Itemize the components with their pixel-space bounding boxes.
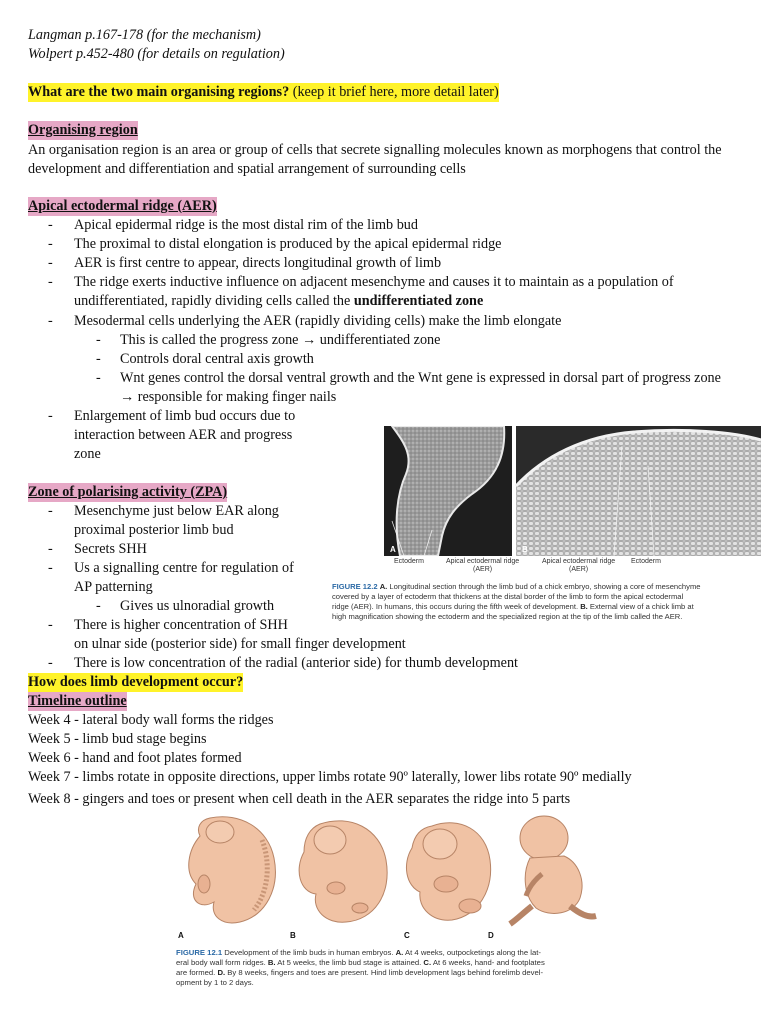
caption-text: At 5 weeks, the limb bud stage is attained. [275,958,424,967]
list-item: Enlargement of limb bud occurs due to [74,408,296,424]
label-ectoderm-b: Ectoderm [631,558,661,565]
list-item: There is higher concentration of SHH [74,617,288,633]
bullet-dash: - [48,617,53,633]
list-item-continued: AP patterning [74,579,153,595]
label-line: (AER) [473,566,493,573]
figure-12-1-caption [176,948,545,988]
paragraph-line: development and differentiation and spatial arrangement of surrounding cells [28,161,466,177]
panel-ref: B. [267,958,276,967]
list-item: Mesodermal cells underlying the AER (rapidly dividing cells) make the limb elongate [74,313,562,329]
sub-list-item: Controls doral central axis growth [120,351,314,367]
list-item: Apical epidermal ridge is the most distal rim of the limb bud [74,217,418,233]
caption-line [332,602,701,612]
embryo-a [189,817,276,923]
caption-line: covered by a layer of ectoderm that thickens at the distal border of the limb to form the apical ectodermal [332,592,684,601]
figure-12-1-embryos [170,810,610,938]
timeline-item: Week 7 - limbs rotate in opposite directions, upper limbs rotate 90º laterally, lower libs rotate 90º medially [28,769,632,785]
list-item-continued: proximal posterior limb bud [74,522,234,538]
caption-line [176,968,545,978]
sub-bullet-dash: - [96,332,101,348]
reference-langman: Langman p.167-178 (for the mechanism) [28,27,261,43]
caption-line: high magnification showing the ectoderm and the specialized region at the tip of the limb called the AER. [332,612,683,621]
list-item-continued [74,292,483,311]
sub-list-item-continued: → responsible for making finger nails [120,389,337,405]
caption-text: ridge (AER). In humans, this occurs during the fifth week of development. [332,602,581,611]
figure-12-2-micrographs [384,426,761,556]
caption-text: By 8 weeks, fingers and toes are present. Hind limb development lags behind forelimb devel- [225,968,544,977]
heading-zpa: Zone of polarising activity (ZPA) [28,484,228,500]
figure-12-2-caption [332,582,701,622]
figure-12-1 [170,810,610,938]
embryo-d [510,816,596,924]
list-item: The proximal to distal elongation is produced by the apical epidermal ridge [74,236,502,252]
figure-label: FIGURE 12.1 [176,948,223,957]
caption-text: External view of a chick limb at [587,602,694,611]
label-line: Apical ectodermal ridge [542,558,616,565]
panel-letter-b: B [522,545,528,554]
bullet-dash: - [48,560,53,576]
panel-letter-a: A [178,931,184,940]
panel-letter-c: C [404,931,410,940]
figure-label: FIGURE 12.2 [332,582,378,591]
list-item-continued: interaction between AER and progress [74,427,293,443]
list-item-continued: zone [74,446,101,462]
reference-wolpert: Wolpert p.452-480 (for details on regulation) [28,46,285,62]
panel-letter-d: D [488,931,494,940]
timeline-item: Week 6 - hand and foot plates formed [28,750,242,766]
caption-text: Longitudinal section through the limb bud of a chick embryo, showing a core of mesenchyme [387,582,701,591]
list-item: The ridge exerts inductive influence on adjacent mesenchyme and causes it to maintain as a population of [74,274,674,290]
text-run: undifferentiated, rapidly dividing cells called the [74,293,354,309]
caption-text: are formed. [176,968,218,977]
question-bold: What are the two main organising regions? [28,84,290,100]
timeline-item: Week 5 - limb bud stage begins [28,731,207,747]
caption-line [332,582,701,592]
caption-text: At 4 weeks, outpocketings along the lat- [403,948,541,957]
panel-letter-b: B [290,931,296,940]
panel-ref: B. [580,602,588,611]
panel-ref: A. [379,582,388,591]
bullet-dash: - [48,217,53,233]
label-line: Apical ectodermal ridge [446,558,520,565]
list-item: Mesenchyme just below EAR along [74,503,279,519]
sub-bullet-dash: - [96,351,101,367]
micrograph-panel-a [384,426,512,556]
question-note: (keep it brief here, more detail later) [289,84,499,100]
timeline-item: Week 4 - lateral body wall forms the ridges [28,712,274,728]
list-item: Secrets SHH [74,541,147,557]
sub-bullet-dash: - [96,598,101,614]
micrograph-panel-b [516,426,761,556]
caption-line: opment by 1 to 2 days. [176,978,254,987]
label-aer-b [542,558,615,574]
paragraph-line: An organisation region is an area or group of cells that secrete signalling molecules known as morphogens that control the [28,142,722,158]
bold-term: undifferentiated zone [353,293,484,309]
caption-line [176,958,545,968]
heading-timeline: Timeline outline [28,693,127,709]
sub-list-item: This is called the progress zone → undifferentiated zone [120,332,441,348]
sub-list-item: Wnt genes control the dorsal ventral growth and the Wnt gene is expressed in dorsal part of progress zone [120,370,721,386]
sub-bullet-dash: - [96,370,101,386]
caption-text: At 6 weeks, hand- and footplates [431,958,545,967]
embryo-b [299,821,387,922]
list-item-continued: on ulnar side (posterior side) for small finger development [74,636,406,652]
panel-ref: C. [423,958,432,967]
bullet-dash: - [48,236,53,252]
sub-list-item: Gives us ulnoradial growth [120,598,275,614]
caption-line [176,948,545,958]
bullet-dash: - [48,313,53,329]
caption-text: Development of the limb buds in human embryos. [222,948,396,957]
panel-ref: A. [395,948,404,957]
bullet-dash: - [48,408,53,424]
list-item: AER is first centre to appear, directs longitudinal growth of limb [74,255,442,271]
list-item: Us a signalling centre for regulation of [74,560,294,576]
embryo-c [406,823,490,920]
question-organising-regions [28,83,499,102]
heading-aer: Apical ectodermal ridge (AER) [28,198,217,214]
list-item: There is low concentration of the radial (anterior side) for thumb development [74,655,518,671]
panel-ref: D. [217,968,226,977]
bullet-dash: - [48,274,53,290]
panel-letter-a: A [390,545,396,554]
bullet-dash: - [48,255,53,271]
label-aer-a [446,558,519,574]
timeline-item: Week 8 - gingers and toes or present when cell death in the AER separates the ridge into 5 parts [28,791,571,807]
question-limb-development: How does limb development occur? [28,674,244,690]
bullet-dash: - [48,655,53,671]
label-line: (AER) [569,566,589,573]
bullet-dash: - [48,541,53,557]
heading-organising-region: Organising region [28,122,138,138]
bullet-dash: - [48,503,53,519]
caption-text: eral body wall form ridges. [176,958,268,967]
label-ectoderm-a: Ectoderm [394,558,424,565]
